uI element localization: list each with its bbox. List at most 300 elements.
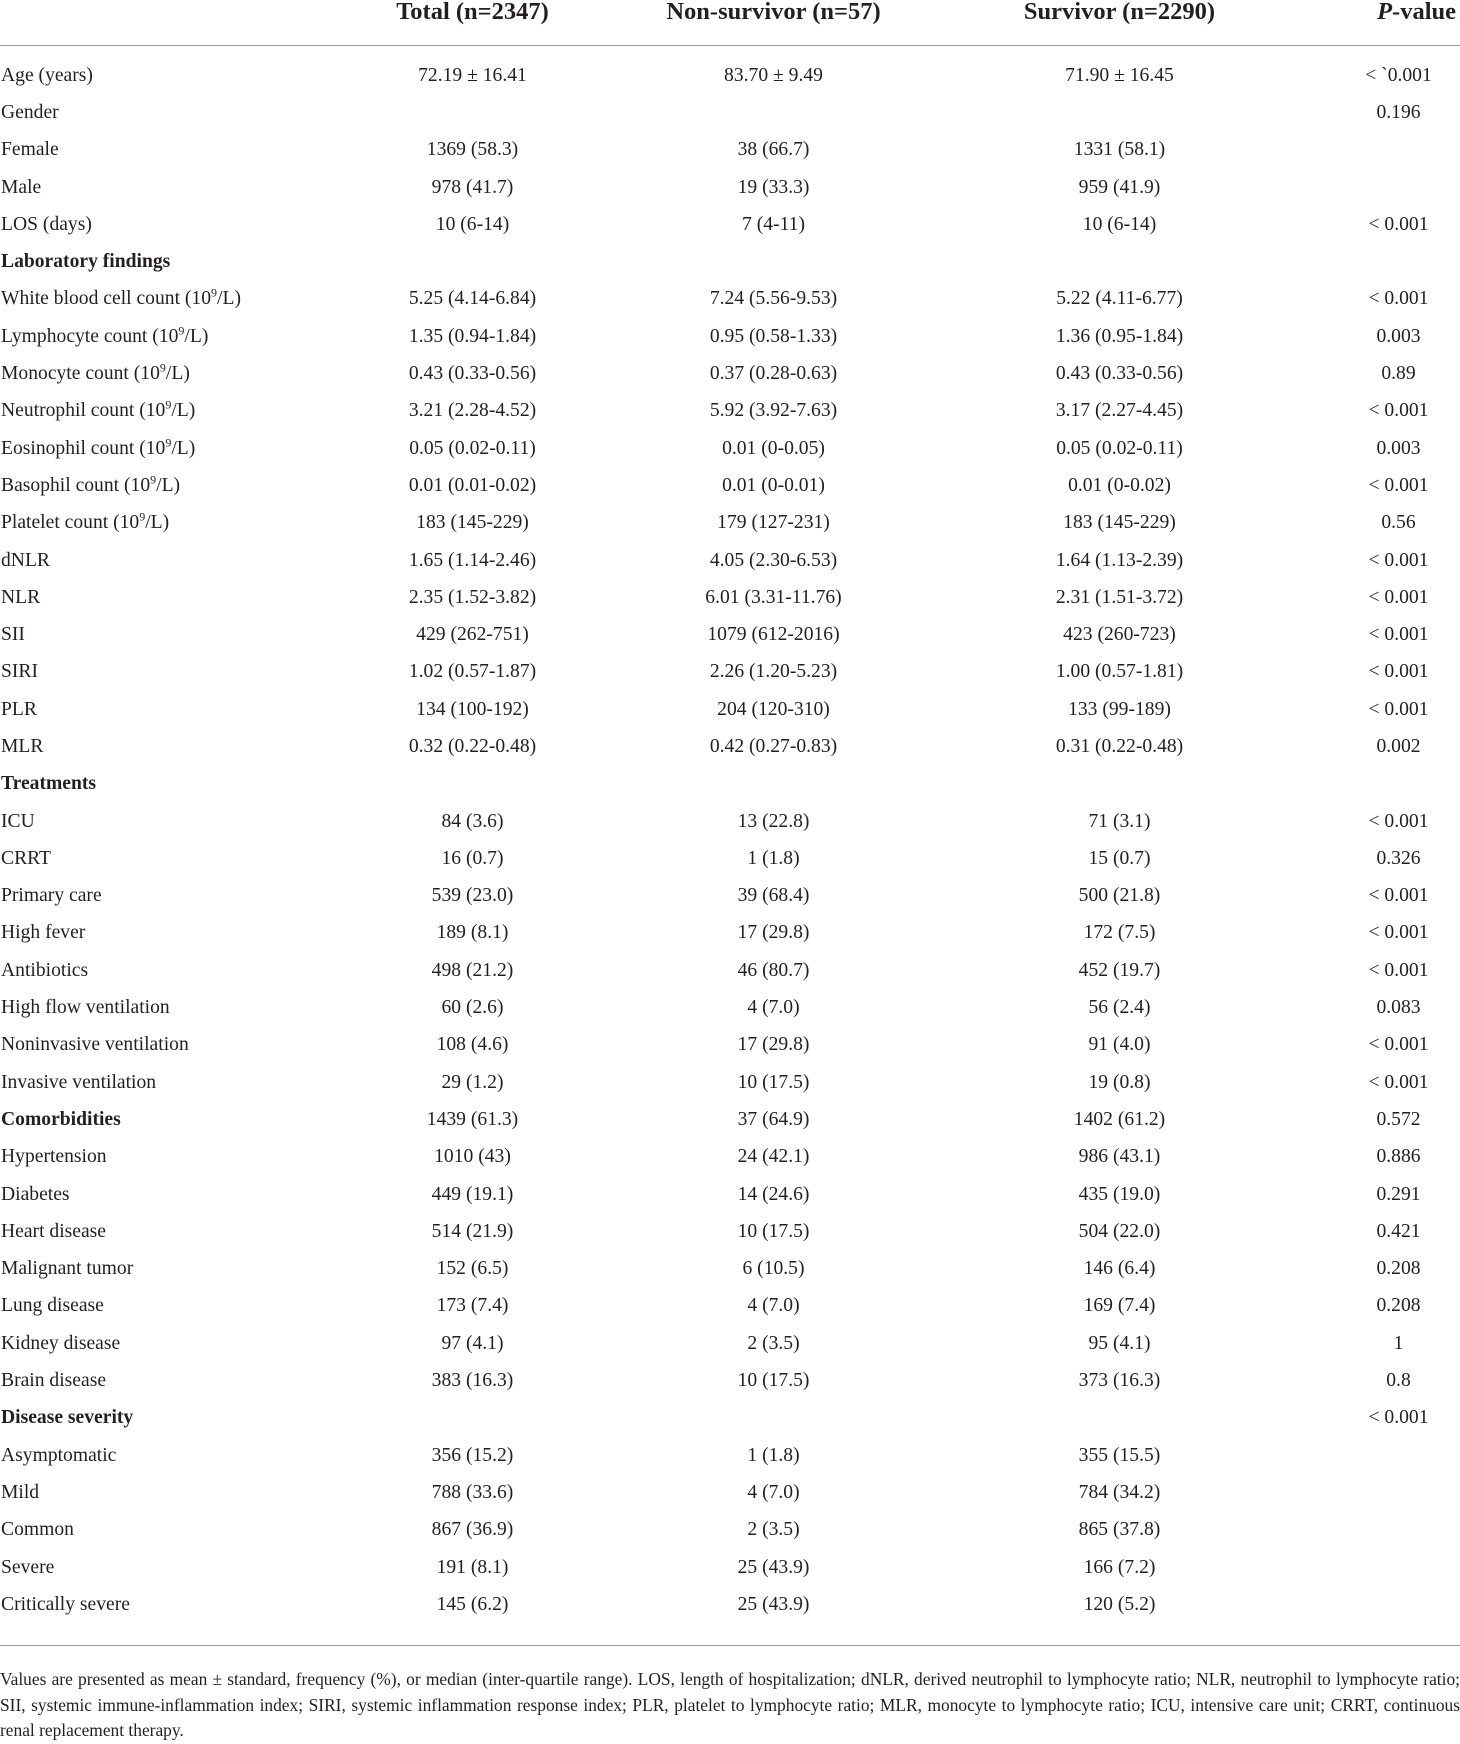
row-label-text: Disease severity bbox=[1, 1407, 134, 1429]
cell-total: 2.35 (1.52-3.82) bbox=[408, 586, 537, 608]
cell-non-survivor: 17 (29.8) bbox=[737, 922, 810, 944]
cell-survivor: 959 (41.9) bbox=[1078, 176, 1161, 198]
row-label bbox=[0, 878, 330, 915]
row-label bbox=[0, 243, 330, 280]
row-label bbox=[0, 1101, 330, 1138]
row-label bbox=[0, 318, 330, 355]
cell-total: 152 (6.5) bbox=[436, 1258, 509, 1280]
cell-total: 0.01 (0.01-0.02) bbox=[408, 474, 537, 496]
row-label-text: Mild bbox=[1, 1481, 40, 1503]
cell-total: 5.25 (4.14-6.84) bbox=[408, 288, 537, 310]
row-label-superscript: 9 bbox=[165, 435, 172, 450]
cell-survivor: 784 (34.2) bbox=[1078, 1481, 1161, 1503]
cell-p-value bbox=[1307, 1512, 1460, 1549]
cell-p-value: 0.002 bbox=[1376, 735, 1421, 757]
cell-survivor: 71.90 ± 16.45 bbox=[1065, 64, 1174, 86]
cell-total: 3.21 (2.28-4.52) bbox=[408, 400, 537, 422]
table-row bbox=[0, 318, 1460, 355]
cell-non-survivor: 4.05 (2.30-6.53) bbox=[709, 549, 838, 571]
cell-p-value: < 0.001 bbox=[1368, 959, 1429, 981]
cell-non-survivor: 38 (66.7) bbox=[737, 139, 810, 161]
cell-total: 788 (33.6) bbox=[431, 1481, 514, 1503]
cell-non-survivor: 179 (127-231) bbox=[717, 512, 830, 534]
table-row bbox=[0, 1288, 1460, 1325]
row-label-text: Female bbox=[1, 139, 59, 161]
cell-total: 72.19 ± 16.41 bbox=[418, 64, 527, 86]
table-row bbox=[0, 803, 1460, 840]
cell-total: 108 (4.6) bbox=[436, 1034, 509, 1056]
table-row bbox=[0, 915, 1460, 952]
cell-survivor: 986 (43.1) bbox=[1078, 1146, 1161, 1168]
cell-total: 145 (6.2) bbox=[436, 1593, 509, 1615]
cell-total: 1.65 (1.14-2.46) bbox=[408, 549, 537, 571]
table-row bbox=[0, 1325, 1460, 1362]
row-label bbox=[0, 467, 330, 504]
row-label bbox=[0, 1176, 330, 1213]
cell-non-survivor: 24 (42.1) bbox=[737, 1146, 810, 1168]
cell-survivor: 3.17 (2.27-4.45) bbox=[1055, 400, 1184, 422]
table-row bbox=[0, 1101, 1460, 1138]
row-label bbox=[0, 281, 330, 318]
cell-survivor: 133 (99-189) bbox=[1068, 698, 1171, 720]
row-label-text: Comorbidities bbox=[1, 1108, 121, 1130]
cell-total: 539 (23.0) bbox=[431, 885, 514, 907]
table-row bbox=[0, 467, 1460, 504]
cell-non-survivor: 0.01 (0-0.05) bbox=[722, 437, 825, 459]
cell-total: 514 (21.9) bbox=[431, 1220, 514, 1242]
header-survivor: Survivor (n=2290) bbox=[932, 0, 1307, 46]
cell-survivor bbox=[932, 766, 1307, 803]
cell-survivor: 504 (22.0) bbox=[1078, 1220, 1161, 1242]
row-label bbox=[0, 1139, 330, 1176]
cell-survivor: 373 (16.3) bbox=[1078, 1370, 1161, 1392]
cell-non-survivor: 10 (17.5) bbox=[737, 1220, 810, 1242]
row-label-superscript: 9 bbox=[139, 509, 146, 524]
row-label bbox=[0, 57, 330, 94]
cell-p-value bbox=[1307, 169, 1460, 206]
row-label bbox=[0, 803, 330, 840]
cell-non-survivor: 1 (1.8) bbox=[747, 847, 800, 869]
table-row bbox=[0, 542, 1460, 579]
row-label-text: Age (years) bbox=[1, 64, 93, 86]
table-row bbox=[0, 1213, 1460, 1250]
cell-total bbox=[330, 766, 615, 803]
cell-non-survivor: 39 (68.4) bbox=[737, 885, 810, 907]
table-row bbox=[0, 1474, 1460, 1511]
header-non-survivor: Non-survivor (n=57) bbox=[615, 0, 932, 46]
table-row bbox=[0, 132, 1460, 169]
row-label bbox=[0, 355, 330, 392]
cell-non-survivor bbox=[615, 1400, 932, 1437]
row-label bbox=[0, 1474, 330, 1511]
row-label-suffix: /L) bbox=[184, 325, 209, 347]
row-label bbox=[0, 1064, 330, 1101]
table-row bbox=[0, 878, 1460, 915]
table-row bbox=[0, 1512, 1460, 1549]
cell-total: 10 (6-14) bbox=[435, 213, 510, 235]
row-label bbox=[0, 1325, 330, 1362]
cell-total: 383 (16.3) bbox=[431, 1370, 514, 1392]
cell-non-survivor: 0.01 (0-0.01) bbox=[722, 474, 825, 496]
table-row bbox=[0, 766, 1460, 803]
cell-total bbox=[330, 94, 615, 131]
cell-non-survivor: 4 (7.0) bbox=[747, 997, 800, 1019]
cell-survivor: 56 (2.4) bbox=[1088, 997, 1151, 1019]
cell-p-value: < 0.001 bbox=[1368, 549, 1429, 571]
row-label-superscript: 9 bbox=[178, 323, 185, 338]
row-label-text: Eosinophil count (10 bbox=[1, 437, 166, 459]
row-label bbox=[0, 952, 330, 989]
cell-p-value: < 0.001 bbox=[1368, 400, 1429, 422]
cell-p-value: < 0.001 bbox=[1368, 1407, 1429, 1429]
row-label-text: ICU bbox=[1, 810, 35, 832]
row-label-text: Diabetes bbox=[1, 1183, 70, 1205]
header-p-value bbox=[1307, 0, 1460, 46]
cell-non-survivor: 2.26 (1.20-5.23) bbox=[709, 661, 838, 683]
header-p-value-italic: P bbox=[1377, 0, 1393, 25]
row-label bbox=[0, 579, 330, 616]
table-row bbox=[0, 952, 1460, 989]
row-label bbox=[0, 840, 330, 877]
row-label-text: Lymphocyte count (10 bbox=[1, 325, 179, 347]
table-row bbox=[0, 1064, 1460, 1101]
cell-total: 191 (8.1) bbox=[436, 1556, 509, 1578]
cell-non-survivor: 19 (33.3) bbox=[737, 176, 810, 198]
cell-survivor: 95 (4.1) bbox=[1088, 1332, 1151, 1354]
cell-total: 1369 (58.3) bbox=[426, 139, 519, 161]
row-label-text: Malignant tumor bbox=[1, 1258, 134, 1280]
cell-survivor: 1.64 (1.13-2.39) bbox=[1055, 549, 1184, 571]
cell-survivor: 91 (4.0) bbox=[1088, 1034, 1151, 1056]
cell-total bbox=[330, 243, 615, 280]
cell-non-survivor: 10 (17.5) bbox=[737, 1370, 810, 1392]
row-label-text: SII bbox=[1, 624, 25, 646]
cell-total: 60 (2.6) bbox=[441, 997, 504, 1019]
cell-non-survivor: 13 (22.8) bbox=[737, 810, 810, 832]
cell-total: 867 (36.9) bbox=[431, 1519, 514, 1541]
row-label-text: Platelet count (10 bbox=[1, 512, 140, 534]
spacer-cell bbox=[0, 46, 1460, 58]
cell-total: 183 (145-229) bbox=[416, 512, 529, 534]
row-label-suffix: /L) bbox=[165, 363, 190, 385]
row-label bbox=[0, 1400, 330, 1437]
cell-non-survivor: 1079 (612-2016) bbox=[707, 624, 840, 646]
row-label-text: SIRI bbox=[1, 661, 39, 683]
cell-total: 16 (0.7) bbox=[441, 847, 504, 869]
row-label-suffix: /L) bbox=[156, 474, 181, 496]
cell-survivor: 172 (7.5) bbox=[1083, 922, 1156, 944]
cell-p-value: 0.326 bbox=[1376, 847, 1421, 869]
cell-p-value: < 0.001 bbox=[1368, 213, 1429, 235]
cell-non-survivor: 1 (1.8) bbox=[747, 1444, 800, 1466]
row-label bbox=[0, 1362, 330, 1399]
table-row bbox=[0, 355, 1460, 392]
cell-total: 429 (262-751) bbox=[416, 624, 529, 646]
cell-survivor: 146 (6.4) bbox=[1083, 1258, 1156, 1280]
cell-survivor: 169 (7.4) bbox=[1083, 1295, 1156, 1317]
cell-p-value bbox=[1307, 766, 1460, 803]
spacer-row bbox=[0, 46, 1460, 58]
row-label-text: Severe bbox=[1, 1556, 55, 1578]
cell-p-value: 1 bbox=[1393, 1332, 1404, 1354]
cell-non-survivor: 0.42 (0.27-0.83) bbox=[709, 735, 838, 757]
row-label bbox=[0, 691, 330, 728]
cell-total: 173 (7.4) bbox=[436, 1295, 509, 1317]
table-row bbox=[0, 1362, 1460, 1399]
cell-non-survivor: 17 (29.8) bbox=[737, 1034, 810, 1056]
cell-total: 1439 (61.3) bbox=[426, 1108, 519, 1130]
cell-p-value: 0.208 bbox=[1376, 1295, 1421, 1317]
cell-p-value: 0.572 bbox=[1376, 1108, 1421, 1130]
cell-non-survivor: 7.24 (5.56-9.53) bbox=[709, 288, 838, 310]
row-label-text: Asymptomatic bbox=[1, 1444, 117, 1466]
cell-total: 1010 (43) bbox=[434, 1146, 511, 1168]
row-label-superscript: 9 bbox=[165, 397, 172, 412]
cell-survivor: 1331 (58.1) bbox=[1073, 139, 1166, 161]
cell-survivor: 183 (145-229) bbox=[1063, 512, 1176, 534]
cell-p-value: < 0.001 bbox=[1368, 922, 1429, 944]
cell-total bbox=[330, 1400, 615, 1437]
cell-non-survivor: 6.01 (3.31-11.76) bbox=[705, 586, 842, 608]
table-row bbox=[0, 728, 1460, 765]
row-label-text: Heart disease bbox=[1, 1220, 106, 1242]
cell-p-value: 0.89 bbox=[1381, 363, 1416, 385]
row-label-text: Antibiotics bbox=[1, 959, 89, 981]
cell-non-survivor: 204 (120-310) bbox=[717, 698, 830, 720]
cell-non-survivor bbox=[615, 766, 932, 803]
cell-non-survivor bbox=[615, 94, 932, 131]
cell-survivor: 5.22 (4.11-6.77) bbox=[1056, 288, 1183, 310]
cell-p-value: < 0.001 bbox=[1368, 661, 1429, 683]
cell-p-value: 0.003 bbox=[1376, 437, 1421, 459]
cell-p-value bbox=[1307, 1474, 1460, 1511]
cell-total: 134 (100-192) bbox=[416, 698, 529, 720]
row-label bbox=[0, 1288, 330, 1325]
cell-survivor: 0.05 (0.02-0.11) bbox=[1056, 437, 1183, 459]
table-row bbox=[0, 430, 1460, 467]
cell-non-survivor: 6 (10.5) bbox=[742, 1258, 805, 1280]
table-row bbox=[0, 1400, 1460, 1437]
row-label bbox=[0, 1549, 330, 1586]
cell-p-value: 0.208 bbox=[1376, 1258, 1421, 1280]
row-label-text: Neutrophil count (10 bbox=[1, 400, 166, 422]
cell-p-value: 0.56 bbox=[1381, 512, 1416, 534]
row-label bbox=[0, 616, 330, 653]
row-label-suffix: /L) bbox=[171, 437, 196, 459]
cell-survivor: 10 (6-14) bbox=[1082, 213, 1157, 235]
table-header bbox=[0, 0, 1460, 46]
cell-total: 189 (8.1) bbox=[436, 922, 509, 944]
cell-non-survivor: 5.92 (3.92-7.63) bbox=[709, 400, 838, 422]
cell-total: 1.35 (0.94-1.84) bbox=[408, 325, 537, 347]
cell-survivor: 0.01 (0-0.02) bbox=[1068, 474, 1171, 496]
row-label bbox=[0, 169, 330, 206]
cell-total: 0.32 (0.22-0.48) bbox=[408, 735, 537, 757]
cell-non-survivor: 4 (7.0) bbox=[747, 1295, 800, 1317]
cell-p-value: < `0.001 bbox=[1365, 64, 1432, 86]
cell-non-survivor: 7 (4-11) bbox=[742, 213, 805, 235]
cell-survivor: 1402 (61.2) bbox=[1073, 1108, 1166, 1130]
cell-total: 356 (15.2) bbox=[431, 1444, 514, 1466]
table-body bbox=[0, 46, 1460, 1624]
cell-total: 1.02 (0.57-1.87) bbox=[408, 661, 537, 683]
row-label bbox=[0, 132, 330, 169]
header-row bbox=[0, 0, 1460, 46]
table-row bbox=[0, 1251, 1460, 1288]
footnote-divider bbox=[0, 1645, 1460, 1646]
row-label bbox=[0, 1213, 330, 1250]
cell-survivor: 15 (0.7) bbox=[1088, 847, 1151, 869]
cell-p-value: < 0.001 bbox=[1368, 624, 1429, 646]
table-row bbox=[0, 1176, 1460, 1213]
table-row bbox=[0, 505, 1460, 542]
cell-survivor: 0.43 (0.33-0.56) bbox=[1055, 363, 1184, 385]
cell-p-value bbox=[1307, 132, 1460, 169]
cell-survivor bbox=[932, 243, 1307, 280]
cell-p-value: < 0.001 bbox=[1368, 586, 1429, 608]
cell-p-value bbox=[1307, 243, 1460, 280]
row-label bbox=[0, 94, 330, 131]
cell-non-survivor: 37 (64.9) bbox=[737, 1108, 810, 1130]
row-label-text: Monocyte count (10 bbox=[1, 363, 160, 385]
cell-p-value: 0.291 bbox=[1376, 1183, 1421, 1205]
row-label bbox=[0, 505, 330, 542]
table-row bbox=[0, 616, 1460, 653]
row-label-text: NLR bbox=[1, 586, 41, 608]
cell-p-value bbox=[1307, 1586, 1460, 1623]
cell-survivor: 452 (19.7) bbox=[1078, 959, 1161, 981]
table-footnote: Values are presented as mean ± standard, frequency (%), or median (inter-quartile range). LOS, length of hospitalization; dNLR, derived neutrophil to lymphocyte ratio; NLR, neutrophil to lymphocyte ratio; SII, systemic immune-inflammation index; SIRI, systemic inflammation response index; PLR, platelet to lymphocyte ratio; MLR, monocyte to lymphocyte ratio; ICU, intensive care unit; CRRT, continuous renal replacement therapy. bbox=[0, 1669, 1460, 1741]
cell-p-value: 0.196 bbox=[1376, 101, 1421, 123]
row-label-text: PLR bbox=[1, 698, 37, 720]
row-label bbox=[0, 206, 330, 243]
row-label-text: LOS (days) bbox=[1, 213, 92, 235]
row-label bbox=[0, 393, 330, 430]
cell-survivor: 120 (5.2) bbox=[1083, 1593, 1156, 1615]
row-label-text: CRRT bbox=[1, 847, 51, 869]
row-label-suffix: /L) bbox=[171, 400, 196, 422]
cell-survivor: 71 (3.1) bbox=[1088, 810, 1151, 832]
cell-non-survivor: 0.37 (0.28-0.63) bbox=[709, 363, 838, 385]
row-label-text: Male bbox=[1, 176, 42, 198]
row-label bbox=[0, 1251, 330, 1288]
cell-survivor: 1.00 (0.57-1.81) bbox=[1055, 661, 1184, 683]
cell-p-value: 0.886 bbox=[1376, 1146, 1421, 1168]
cell-non-survivor: 10 (17.5) bbox=[737, 1071, 810, 1093]
row-label-superscript: 9 bbox=[150, 472, 157, 487]
table-row bbox=[0, 1139, 1460, 1176]
row-label-text: High fever bbox=[1, 922, 86, 944]
row-label-superscript: 9 bbox=[211, 285, 218, 300]
cell-total: 0.05 (0.02-0.11) bbox=[409, 437, 536, 459]
row-label bbox=[0, 430, 330, 467]
row-label-text: Gender bbox=[1, 101, 59, 123]
table-row bbox=[0, 1549, 1460, 1586]
cell-p-value bbox=[1307, 1437, 1460, 1474]
header-row-label bbox=[0, 0, 330, 46]
cell-survivor: 865 (37.8) bbox=[1078, 1519, 1161, 1541]
row-label-text: High flow ventilation bbox=[1, 997, 170, 1019]
header-total: Total (n=2347) bbox=[330, 0, 615, 46]
cell-total: 449 (19.1) bbox=[431, 1183, 514, 1205]
row-label-text: MLR bbox=[1, 735, 44, 757]
row-label-text: Primary care bbox=[1, 885, 102, 907]
cell-total: 97 (4.1) bbox=[441, 1332, 504, 1354]
cell-p-value: 0.8 bbox=[1386, 1370, 1411, 1392]
row-label-text: Lung disease bbox=[1, 1295, 104, 1317]
row-label-suffix: /L) bbox=[145, 512, 170, 534]
row-label-text: Treatments bbox=[1, 773, 97, 795]
table-row bbox=[0, 840, 1460, 877]
cell-survivor: 423 (260-723) bbox=[1063, 624, 1176, 646]
cell-total: 29 (1.2) bbox=[441, 1071, 504, 1093]
row-label bbox=[0, 654, 330, 691]
cell-non-survivor: 25 (43.9) bbox=[737, 1593, 810, 1615]
cell-non-survivor: 25 (43.9) bbox=[737, 1556, 810, 1578]
cell-p-value: < 0.001 bbox=[1368, 1071, 1429, 1093]
row-label bbox=[0, 989, 330, 1026]
cell-p-value: < 0.001 bbox=[1368, 698, 1429, 720]
cell-survivor: 166 (7.2) bbox=[1083, 1556, 1156, 1578]
row-label-superscript: 9 bbox=[159, 360, 166, 375]
cell-non-survivor bbox=[615, 243, 932, 280]
table-row bbox=[0, 1437, 1460, 1474]
table-row bbox=[0, 57, 1460, 94]
header-p-value-rest: -value bbox=[1392, 0, 1456, 25]
cell-survivor: 500 (21.8) bbox=[1078, 885, 1161, 907]
cell-p-value bbox=[1307, 1549, 1460, 1586]
cell-p-value: < 0.001 bbox=[1368, 810, 1429, 832]
cell-total: 84 (3.6) bbox=[441, 810, 504, 832]
cell-survivor: 0.31 (0.22-0.48) bbox=[1055, 735, 1184, 757]
cell-p-value: 0.421 bbox=[1376, 1220, 1421, 1242]
table-row bbox=[0, 691, 1460, 728]
cell-non-survivor: 4 (7.0) bbox=[747, 1481, 800, 1503]
row-label-text: Kidney disease bbox=[1, 1332, 121, 1354]
row-label bbox=[0, 766, 330, 803]
row-label-text: Noninvasive ventilation bbox=[1, 1034, 189, 1056]
table-row bbox=[0, 654, 1460, 691]
row-label bbox=[0, 1586, 330, 1623]
table-row bbox=[0, 169, 1460, 206]
cell-non-survivor: 14 (24.6) bbox=[737, 1183, 810, 1205]
cell-non-survivor: 0.95 (0.58-1.33) bbox=[709, 325, 838, 347]
table-row bbox=[0, 206, 1460, 243]
cell-p-value: < 0.001 bbox=[1368, 288, 1429, 310]
cell-non-survivor: 46 (80.7) bbox=[737, 959, 810, 981]
row-label-suffix: /L) bbox=[217, 288, 241, 310]
row-label-text: Common bbox=[1, 1519, 74, 1541]
cell-survivor: 1.36 (0.95-1.84) bbox=[1055, 325, 1184, 347]
row-label bbox=[0, 542, 330, 579]
cell-survivor bbox=[932, 1400, 1307, 1437]
cell-survivor: 19 (0.8) bbox=[1088, 1071, 1151, 1093]
cell-survivor: 355 (15.5) bbox=[1078, 1444, 1161, 1466]
cell-p-value: 0.083 bbox=[1376, 997, 1421, 1019]
cell-non-survivor: 83.70 ± 9.49 bbox=[724, 64, 823, 86]
table-row bbox=[0, 579, 1460, 616]
row-label bbox=[0, 728, 330, 765]
table-row bbox=[0, 1586, 1460, 1623]
row-label-text: dNLR bbox=[1, 549, 50, 571]
row-label-text: Hypertension bbox=[1, 1146, 107, 1168]
row-label bbox=[0, 1512, 330, 1549]
cell-total: 498 (21.2) bbox=[431, 959, 514, 981]
table-row bbox=[0, 94, 1460, 131]
table-row bbox=[0, 281, 1460, 318]
cell-non-survivor: 2 (3.5) bbox=[747, 1332, 800, 1354]
row-label bbox=[0, 1027, 330, 1064]
